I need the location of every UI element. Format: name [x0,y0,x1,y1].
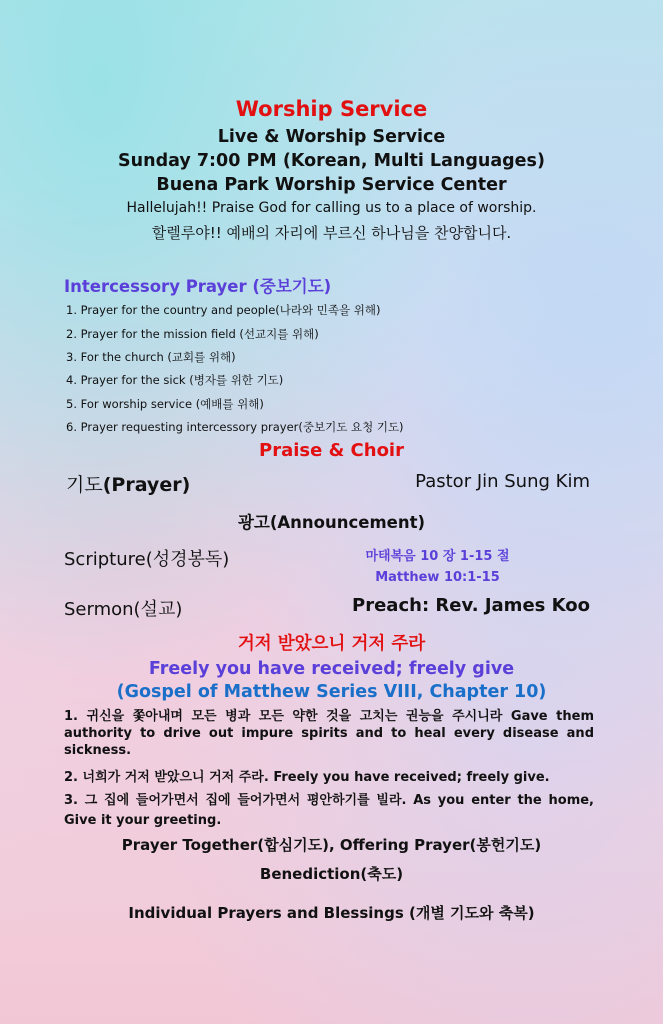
intercessory-item: 3. For the church (교회를 위해) [66,350,236,364]
sermon-point: 2. 너희가 거저 받았으니 거저 주라. Freely you have received; freely give. [64,770,550,785]
praise-heading: Praise & Choir [259,440,404,461]
sermon-series: (Gospel of Matthew Series VIII, Chapter 10) [116,682,547,702]
page-title: Worship Service [235,97,428,121]
scripture-label: Scripture(성경봉독) [64,549,230,570]
prayer-label-english: (Prayer) [102,474,191,496]
intercessory-item: 5. For worship service (예배를 위해) [66,397,264,411]
prayer-label [66,470,190,497]
sermon-title-english: Freely you have received; freely give [148,659,515,679]
benediction: Benediction(축도) [259,865,404,883]
prayer-together: Prayer Together(합심기도), Offering Prayer(봉헌기도) [121,836,542,854]
sermon-point: 3. 그 집에 들어가면서 집에 들어가면서 평안하기를 빌라. As you enter the home, Give it your greeting. [64,793,594,828]
service-location: Buena Park Worship Service Center [156,175,507,195]
announcement-english: (Announcement) [269,513,426,532]
preacher-name: Preach: Rev. James Koo [352,595,590,616]
sermon-point: 1. 귀신을 쫓아내며 모든 병과 모든 약한 것을 고치는 권능을 주시니라 Gave them authority to drive out impure spirits and to heal every disease and sickness. [64,709,594,758]
service-subtitle: Live & Worship Service [217,127,446,147]
intercessory-item: 4. Prayer for the sick (병자를 위한 기도) [66,373,284,387]
sermon-label: Sermon(설교) [64,599,183,620]
intercessory-item: 1. Prayer for the country and people(나라와 민족을 위해) [66,303,381,317]
service-time: Sunday 7:00 PM (Korean, Multi Languages) [118,151,545,171]
prayer-label-korean: 기도 [66,474,103,496]
scripture-reference-english: Matthew 10:1-15 [375,570,500,585]
scripture-reference-korean: 마태복음 10 장 1-15 절 [365,549,510,564]
intercessory-heading: Intercessory Prayer (중보기도) [64,277,332,296]
sermon-title-korean: 거저 받았으니 거저 주라 [237,634,426,654]
announcement-korean: 광고 [237,513,270,532]
individual-prayers: Individual Prayers and Blessings (개별 기도와 축복) [128,904,535,922]
greeting-english: Hallelujah!! Praise God for calling us to a place of worship. [126,200,537,216]
intercessory-item: 2. Prayer for the mission field (선교지를 위해) [66,327,319,341]
prayer-leader: Pastor Jin Sung Kim [415,471,590,492]
announcement [0,509,663,533]
greeting-korean: 할렐루야!! 예배의 자리에 부르신 하나님을 찬양합니다. [151,224,512,242]
intercessory-item: 6. Prayer requesting intercessory prayer(중보기도 요청 기도) [66,420,404,434]
